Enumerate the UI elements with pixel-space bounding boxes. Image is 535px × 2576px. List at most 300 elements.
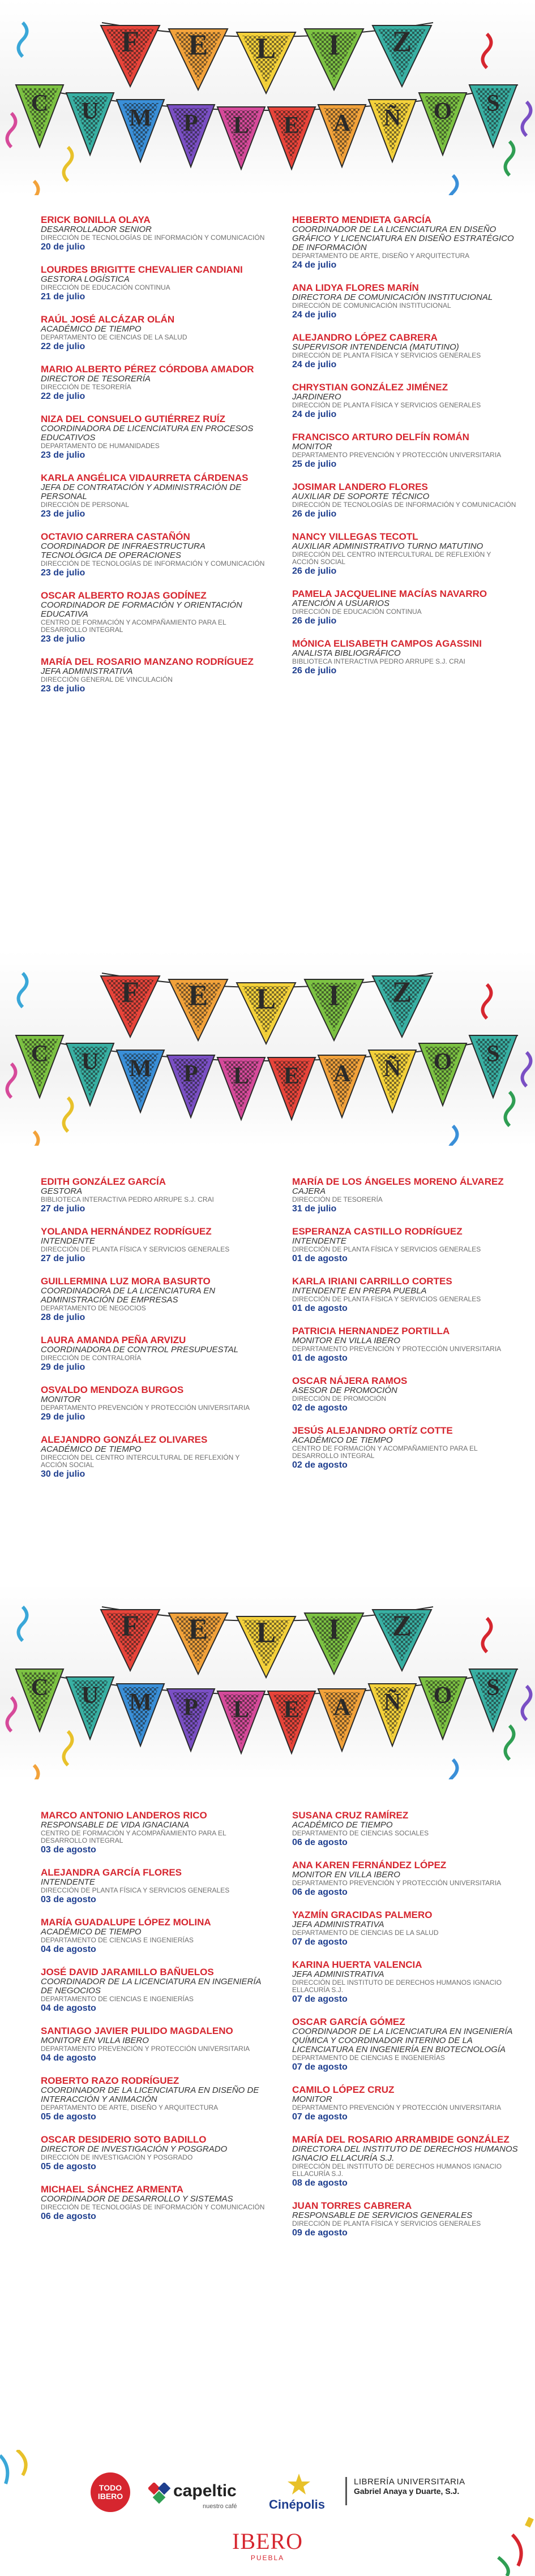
department: DIRECCIÓN DE TESORERÍA — [41, 383, 131, 391]
confetti-streamer — [19, 1607, 27, 1641]
capeltic-tagline: nuestro café — [203, 2503, 237, 2510]
confetti-streamer — [449, 1126, 457, 1146]
pennant-flag — [237, 983, 296, 1044]
birthday-entry — [292, 1326, 519, 1364]
department: DIRECCIÓN DE TECNOLOGÍAS DE INFORMACIÓN Y COMUNICACIÓN — [292, 501, 516, 509]
person-name: JUAN TORRES CABRERA — [292, 2200, 412, 2211]
pennant-flag — [373, 976, 431, 1037]
cinepolis-star-icon — [286, 2472, 312, 2495]
department: DIRECCIÓN DE EDUCACIÓN CONTINUA — [41, 283, 170, 291]
person-name: ERICK BONILLA OLAYA — [41, 214, 151, 225]
pennant-flag — [117, 1684, 164, 1746]
birthday-entry — [41, 473, 267, 520]
cinepolis-logo — [269, 2472, 331, 2518]
birthday-date: 29 de julio — [41, 1412, 85, 1422]
pennant-flag — [117, 1050, 164, 1112]
pennant-flag — [169, 1613, 228, 1674]
pennant-flag — [268, 107, 315, 169]
pennant-flag — [419, 1043, 466, 1106]
birthday-entry — [292, 2085, 519, 2123]
birthday-entry — [292, 1376, 519, 1414]
birthday-column-left — [41, 1810, 267, 2234]
job-title: DIRECTORA DE COMUNICACIÓN INSTITUCIONAL — [292, 293, 493, 302]
job-title: JEFA ADMINISTRATIVA — [292, 1920, 384, 1929]
birthday-column-right — [292, 1810, 519, 2251]
confetti-streamer — [483, 34, 491, 68]
birthday-entry — [41, 1227, 267, 1265]
birthday-entry — [41, 2135, 267, 2173]
person-name: ESPERANZA CASTILLO RODRÍGUEZ — [292, 1226, 463, 1237]
birthday-date: 07 de agosto — [292, 1994, 348, 2004]
pennant-letter: C — [31, 91, 49, 117]
job-title: DIRECTOR DE INVESTIGACIÓN Y POSGRADO — [41, 2144, 228, 2154]
todo-ibero-logo-line2: IBERO — [97, 2492, 123, 2501]
libreria-line-2: Gabriel Anaya y Duarte, S.J. — [354, 2487, 460, 2496]
birthday-date: 24 de julio — [292, 310, 337, 320]
birthday-entry — [41, 591, 267, 645]
person-name: CHRYSTIAN GONZÁLEZ JIMÉNEZ — [292, 382, 448, 393]
confetti-streamer — [30, 1765, 38, 1779]
pennant-garland — [0, 951, 535, 1146]
birthday-entry — [41, 1435, 267, 1480]
birthday-date: 05 de agosto — [41, 2162, 96, 2171]
confetti-streamer — [449, 1760, 457, 1779]
pennant-flag — [373, 1610, 431, 1671]
job-title: COORDINADOR DE LA LICENCIATURA EN DISEÑO DE INTERACCIÓN Y ANIMACIÓN — [41, 2085, 259, 2104]
birthday-entry — [292, 1177, 519, 1215]
confetti-streamer — [30, 1132, 38, 1146]
person-name: OSCAR GARCÍA GÓMEZ — [292, 2016, 405, 2027]
confetti-streamer — [30, 181, 38, 195]
birthday-date: 24 de julio — [292, 360, 337, 369]
job-title: ACADÉMICO DE TIEMPO — [292, 1820, 393, 1830]
job-title: CAJERA — [292, 1186, 326, 1196]
job-title: DIRECTORA DEL INSTITUTO DE DERECHOS HUMANOS IGNACIO ELLACURÍA S.J. — [292, 2144, 518, 2163]
confetti-streamer — [483, 984, 491, 1018]
department: DEPARTAMENTO PREVENCIÓN Y PROTECCIÓN UNIVERSITARIA — [292, 1345, 502, 1353]
department: DEPARTAMENTO DE ARTE, DISEÑO Y ARQUITECTURA — [41, 2104, 219, 2111]
person-name: ANA KAREN FERNÁNDEZ LÓPEZ — [292, 1860, 447, 1870]
department: DIRECCIÓN DEL INSTITUTO DE DERECHOS HUMANOS IGNACIO ELLACURÍA S.J. — [292, 1979, 502, 1994]
department: DIRECCIÓN DE EDUCACIÓN CONTINUA — [292, 608, 422, 616]
department: DIRECCIÓN DE PLANTA FÍSICA Y SERVICIOS GENERALES — [41, 1245, 230, 1253]
ibero-puebla-logo — [226, 2529, 309, 2569]
pennant-flag — [167, 1055, 215, 1117]
pennant-letter: E — [283, 1063, 300, 1090]
pennant-flag — [66, 1043, 114, 1106]
pennant-flag — [117, 100, 164, 162]
department: BIBLIOTECA INTERACTIVA PEDRO ARRUPE S.J. CRAI — [292, 657, 465, 665]
pennant-letter: M — [129, 1689, 152, 1716]
pennant-letter: L — [233, 1697, 250, 1723]
birthday-entry — [292, 1810, 519, 1848]
birthday-date: 03 de agosto — [41, 1895, 96, 1904]
birthday-date: 26 de julio — [292, 509, 337, 519]
pennant-letter: L — [233, 113, 250, 139]
pennant-letter: A — [333, 1061, 351, 1087]
person-name: MICHAEL SÁNCHEZ ARMENTA — [41, 2184, 183, 2195]
department: DIRECCIÓN DEL CENTRO INTERCULTURAL DE REFLEXIÓN Y ACCIÓN SOCIAL — [41, 1453, 240, 1469]
department: DEPARTAMENTO DE CIENCIAS DE LA SALUD — [292, 1929, 439, 1937]
birthday-entry — [41, 265, 267, 303]
pennant-letter: L — [233, 1063, 250, 1090]
birthday-date: 31 de julio — [292, 1204, 337, 1214]
birthday-date: 26 de julio — [292, 666, 337, 676]
birthday-entry — [292, 589, 519, 627]
person-name: OSCAR ALBERTO ROJAS GODÍNEZ — [41, 590, 207, 601]
birthday-date: 22 de julio — [41, 342, 85, 351]
department: DEPARTAMENTO DE CIENCIAS E INGENIERÍAS — [41, 1995, 194, 2003]
pennant-letter: S — [486, 91, 500, 117]
birthday-entry — [41, 1177, 267, 1215]
confetti-streamer — [506, 141, 514, 175]
department: DEPARTAMENTO DE CIENCIAS E INGENIERÍAS — [292, 2054, 445, 2062]
job-title: COORDINADOR DE FORMACIÓN Y ORIENTACIÓN EDUCATIVA — [41, 600, 242, 619]
department: DEPARTAMENTO DE NEGOCIOS — [41, 1304, 146, 1312]
birthday-date: 30 de julio — [41, 1469, 85, 1479]
job-title: ACADÉMICO DE TIEMPO — [41, 1444, 142, 1454]
birthday-banner-2 — [0, 951, 535, 1146]
capeltic-wordmark: capeltic — [173, 2482, 237, 2500]
birthday-date: 23 de julio — [41, 684, 85, 694]
birthday-date: 08 de agosto — [292, 2178, 348, 2188]
job-title: COORDINADOR DE LA LICENCIATURA EN DISEÑO GRÁFICO Y LICENCIATURA EN DISEÑO ESTRATÉGICO DE INFORMACIÓN — [292, 225, 514, 252]
department: DEPARTAMENTO DE ARTE, DISEÑO Y ARQUITECTURA — [292, 252, 470, 260]
department: DIRECCIÓN DEL INSTITUTO DE DERECHOS HUMANOS IGNACIO ELLACURÍA S.J. — [292, 2162, 502, 2178]
person-name: HEBERTO MENDIETA GARCÍA — [292, 214, 432, 225]
birthday-date: 02 de agosto — [292, 1460, 348, 1470]
birthday-date: 05 de agosto — [41, 2112, 96, 2122]
birthday-entry — [41, 1917, 267, 1955]
person-name: OCTAVIO CARRERA CASTAÑÓN — [41, 531, 190, 542]
person-name: LOURDES BRIGITTE CHEVALIER CANDIANI — [41, 264, 243, 275]
job-title: ACADÉMICO DE TIEMPO — [41, 324, 142, 334]
birthday-column-left — [41, 1177, 267, 1492]
birthday-date: 01 de agosto — [292, 1254, 348, 1263]
pennant-flag — [373, 25, 431, 87]
department: CENTRO DE FORMACIÓN Y ACOMPAÑAMIENTO PARA EL DESARROLLO INTEGRAL — [41, 618, 226, 634]
department: DEPARTAMENTO PREVENCIÓN Y PROTECCIÓN UNIVERSITARIA — [292, 451, 502, 459]
department: DIRECCIÓN DE INVESTIGACIÓN Y POSGRADO — [41, 2153, 193, 2161]
department: DIRECCIÓN DE PLANTA FÍSICA Y SERVICIOS GENERALES — [292, 351, 481, 359]
pennant-letter: E — [188, 1613, 208, 1646]
pennant-letter: Ñ — [383, 105, 401, 132]
person-name: SUSANA CRUZ RAMÍREZ — [292, 1810, 409, 1821]
pennant-letter: Ñ — [383, 1689, 401, 1716]
pennant-letter: P — [183, 1695, 198, 1721]
pennant-letter: M — [129, 105, 152, 132]
pennant-flag — [318, 1689, 366, 1751]
person-name: CAMILO LÓPEZ CRUZ — [292, 2084, 395, 2095]
pennant-letter: O — [433, 1049, 452, 1076]
department: DIRECCIÓN GENERAL DE VINCULACIÓN — [41, 676, 173, 683]
birthday-date: 03 de agosto — [41, 1845, 96, 1855]
pennant-flag — [469, 1669, 517, 1731]
department: DIRECCIÓN DE TECNOLOGÍAS DE INFORMACIÓN Y COMUNICACIÓN — [41, 560, 265, 567]
person-name: ALEJANDRO GONZÁLEZ OLIVARES — [41, 1434, 208, 1445]
birthday-date: 28 de julio — [41, 1313, 85, 1322]
todo-ibero-logo-line1: TODO — [99, 2483, 122, 2492]
birthday-entry — [292, 482, 519, 520]
birthday-date: 23 de julio — [41, 450, 85, 460]
pennant-letter: S — [486, 1041, 500, 1068]
job-title: MONITOR EN VILLA IBERO — [41, 2036, 149, 2045]
pennant-flag — [169, 979, 228, 1040]
pennant-garland — [0, 0, 535, 195]
birthday-entry — [292, 1276, 519, 1314]
confetti-streamer — [7, 1064, 16, 1098]
job-title: ATENCIÓN A USUARIOS — [292, 599, 390, 608]
pennant-letter: E — [283, 1697, 300, 1723]
job-title: MONITOR EN VILLA IBERO — [292, 1870, 400, 1880]
pennant-flag — [305, 29, 363, 90]
confetti-streamer — [506, 1092, 514, 1126]
job-title: ASESOR DE PROMOCIÓN — [292, 1386, 397, 1395]
department: DEPARTAMENTO PREVENCIÓN Y PROTECCIÓN UNIVERSITARIA — [41, 2045, 250, 2053]
birthday-entry — [292, 1910, 519, 1948]
confetti-streamer — [7, 1697, 16, 1731]
department: DIRECCIÓN DE PERSONAL — [41, 501, 130, 509]
pennant-letter: F — [121, 25, 139, 58]
pennant-letter: L — [256, 1616, 276, 1649]
pennant-flag — [369, 1050, 416, 1112]
birthday-column-right — [292, 1177, 519, 1483]
pennant-flag — [101, 1610, 160, 1671]
birthday-date: 09 de agosto — [292, 2228, 348, 2238]
department: DIRECCIÓN DE PLANTA FÍSICA Y SERVICIOS GENERALES — [292, 401, 481, 409]
birthday-entry — [41, 215, 267, 253]
confetti-streamer — [523, 1686, 531, 1720]
birthday-entry — [41, 2184, 267, 2222]
confetti-streamer — [64, 1098, 72, 1132]
pennant-flag — [101, 25, 160, 87]
job-title: COORDINADORA DE LA LICENCIATURA EN ADMINISTRACIÓN DE EMPRESAS — [41, 1286, 216, 1305]
department: DIRECCIÓN DE TECNOLOGÍAS DE INFORMACIÓN Y COMUNICACIÓN — [41, 2203, 265, 2211]
pennant-flag — [16, 1035, 63, 1098]
birthday-date: 20 de julio — [41, 242, 85, 252]
person-name: ALEJANDRO LÓPEZ CABRERA — [292, 332, 438, 343]
sponsor-footer — [0, 2450, 535, 2576]
department: CENTRO DE FORMACIÓN Y ACOMPAÑAMIENTO PARA EL DESARROLLO INTEGRAL — [292, 1444, 478, 1460]
person-name: YOLANDA HERNÁNDEZ RODRÍGUEZ — [41, 1226, 212, 1237]
pennant-flag — [237, 1616, 296, 1678]
pennant-letter: M — [129, 1056, 152, 1082]
job-title: JEFA ADMINISTRATIVA — [292, 1969, 384, 1979]
libreria-line-1: LIBRERÍA UNIVERSITARIA — [354, 2477, 465, 2487]
department: DIRECCIÓN DE CONTRALORÍA — [41, 1354, 142, 1362]
birthday-entry — [292, 2017, 519, 2073]
birthday-date: 29 de julio — [41, 1362, 85, 1372]
person-name: PAMELA JACQUELINE MACÍAS NAVARRO — [292, 588, 487, 599]
job-title: JEFA ADMINISTRATIVA — [41, 666, 133, 676]
department: DIRECCIÓN DE COMUNICACIÓN INSTITUCIONAL — [292, 302, 451, 309]
birthday-date: 26 de julio — [292, 616, 337, 626]
pennant-flag — [268, 1057, 315, 1120]
person-name: ANA LIDYA FLORES MARÍN — [292, 282, 419, 293]
confetti-streamer — [483, 1618, 491, 1652]
pennant-letter: F — [121, 1610, 139, 1642]
pennant-letter: S — [486, 1675, 500, 1701]
pennant-flag — [16, 1669, 63, 1731]
birthday-entry — [292, 215, 519, 271]
person-name: MARÍA DEL ROSARIO ARRAMBIDE GONZÁLEZ — [292, 2134, 510, 2145]
birthday-entry — [41, 657, 267, 695]
pennant-letter: Z — [392, 1610, 412, 1642]
job-title: COORDINADOR DE LA LICENCIATURA EN INGENIERÍA QUÍMICA Y COORDINADOR INTERINO DE LA LICENCIATURA EN INGENIERÍA EN BIOTECNOLOGÍA — [292, 2027, 512, 2054]
person-name: MARIO ALBERTO PÉREZ CÓRDOBA AMADOR — [41, 364, 254, 375]
birthday-entry — [41, 1385, 267, 1423]
pennant-flag — [66, 1677, 114, 1739]
birthday-entry — [41, 1967, 267, 2014]
person-name: FRANCISCO ARTURO DELFÍN ROMÁN — [292, 432, 469, 442]
birthday-date: 23 de julio — [41, 568, 85, 578]
department: DEPARTAMENTO DE CIENCIAS SOCIALES — [292, 1829, 429, 1837]
pennant-flag — [305, 1613, 363, 1674]
pennant-flag — [318, 105, 366, 167]
department: DEPARTAMENTO PREVENCIÓN Y PROTECCIÓN UNIVERSITARIA — [292, 1879, 502, 1887]
pennant-letter: C — [31, 1675, 49, 1701]
pennant-flag — [419, 1677, 466, 1739]
pennant-letter: U — [81, 1049, 99, 1076]
department: CENTRO DE FORMACIÓN Y ACOMPAÑAMIENTO PARA EL DESARROLLO INTEGRAL — [41, 1829, 226, 1844]
department: DEPARTAMENTO DE CIENCIAS E INGENIERÍAS — [41, 1936, 194, 1944]
pennant-flag — [469, 85, 517, 147]
confetti-streamer — [449, 175, 457, 195]
pennant-flag — [369, 100, 416, 162]
birthday-entry — [41, 2026, 267, 2064]
person-name: OSCAR NÁJERA RAMOS — [292, 1375, 408, 1386]
birthday-section-3 — [0, 1810, 535, 2433]
birthday-entry — [292, 2201, 519, 2239]
birthday-entry — [41, 532, 267, 579]
birthday-date: 06 de agosto — [41, 2212, 96, 2221]
confetti-streamer — [506, 1726, 514, 1760]
birthday-date: 06 de agosto — [292, 1838, 348, 1847]
department: DEPARTAMENTO PREVENCIÓN Y PROTECCIÓN UNIVERSITARIA — [41, 1404, 250, 1412]
todo-ibero-logo — [91, 2472, 130, 2512]
pennant-flag — [66, 93, 114, 155]
person-name: KARLA IRIANI CARRILLO CORTES — [292, 1276, 452, 1287]
birthday-entry — [292, 639, 519, 677]
pennant-letter: L — [256, 983, 276, 1016]
birthday-entry — [292, 1227, 519, 1265]
pennant-letter: O — [433, 98, 452, 125]
department: DIRECCIÓN DE PLANTA FÍSICA Y SERVICIOS GENERALES — [292, 1245, 481, 1253]
pennant-letter: A — [333, 110, 351, 137]
job-title: INTENDENTE — [292, 1236, 346, 1246]
pennant-letter: Z — [392, 976, 412, 1009]
pennant-letter: Ñ — [383, 1056, 401, 1082]
birthday-banner-3 — [0, 1584, 535, 1779]
job-title: GESTORA — [41, 1186, 83, 1196]
pennant-flag — [469, 1035, 517, 1098]
department: DEPARTAMENTO DE CIENCIAS DE LA SALUD — [41, 333, 187, 341]
person-name: OSCAR DESIDERIO SOTO BADILLO — [41, 2134, 207, 2145]
birthday-entry — [41, 1335, 267, 1373]
birthday-section-1 — [0, 215, 535, 934]
pennant-flag — [419, 93, 466, 155]
pennant-letter: I — [328, 1613, 340, 1646]
pennant-letter: C — [31, 1041, 49, 1068]
ibero-subtitle: PUEBLA — [250, 2554, 285, 2562]
pennant-letter: L — [256, 32, 276, 65]
pennant-flag — [217, 107, 265, 169]
birthday-column-left — [41, 215, 267, 707]
job-title: SUPERVISOR INTENDENCIA (MATUTINO) — [292, 342, 459, 352]
job-title: DIRECTOR DE TESORERÍA — [41, 374, 151, 384]
pennant-letter: Z — [392, 25, 412, 58]
libreria-logo — [345, 2477, 501, 2505]
pennant-flag — [101, 976, 160, 1037]
job-title: JARDINERO — [292, 392, 341, 402]
person-name: JOSÉ DAVID JARAMILLO BAÑUELOS — [41, 1967, 214, 1977]
job-title: MONITOR — [292, 442, 332, 451]
person-name: JOSIMAR LANDERO FLORES — [292, 481, 428, 492]
department: BIBLIOTECA INTERACTIVA PEDRO ARRUPE S.J. CRAI — [41, 1195, 214, 1203]
birthday-date: 07 de agosto — [292, 2112, 348, 2122]
birthday-entry — [292, 1960, 519, 2005]
job-title: COORDINADOR DE DESARROLLO Y SISTEMAS — [41, 2194, 233, 2204]
cinepolis-wordmark: Cinépolis — [269, 2497, 326, 2512]
person-name: YAZMÍN GRACIDAS PALMERO — [292, 1910, 433, 1920]
job-title: RESPONSABLE DE SERVICIOS GENERALES — [292, 2211, 473, 2220]
birthday-date: 02 de agosto — [292, 1403, 348, 1413]
birthday-date: 01 de agosto — [292, 1353, 348, 1363]
pennant-letter: U — [81, 1683, 99, 1709]
birthday-date: 01 de agosto — [292, 1304, 348, 1313]
birthday-date: 04 de agosto — [41, 1945, 96, 1954]
pennant-flag — [217, 1057, 265, 1120]
birthday-entry — [292, 532, 519, 577]
job-title: INTENDENTE — [41, 1236, 95, 1246]
birthday-date: 26 de julio — [292, 566, 337, 576]
birthday-entry — [292, 1426, 519, 1471]
department: DIRECCIÓN DEL CENTRO INTERCULTURAL DE REFLEXIÓN Y ACCIÓN SOCIAL — [292, 551, 491, 566]
birthday-entry — [292, 283, 519, 321]
person-name: JESÚS ALEJANDRO ORTÍZ COTTE — [292, 1425, 453, 1436]
birthday-entry — [41, 414, 267, 461]
job-title: COORDINADORA DE CONTROL PRESUPUESTAL — [41, 1345, 238, 1354]
job-title: AUXILIAR DE SOPORTE TÉCNICO — [292, 492, 430, 501]
confetti-streamer — [523, 102, 531, 136]
pennant-garland — [0, 1584, 535, 1779]
pennant-letter: I — [328, 979, 340, 1012]
department: DIRECCIÓN DE PLANTA FÍSICA Y SERVICIOS GENERALES — [292, 2220, 481, 2227]
job-title: INTENDENTE — [41, 1877, 95, 1887]
job-title: COORDINADOR DE INFRAESTRUCTURA TECNOLÓGICA DE OPERACIONES — [41, 541, 206, 560]
birthday-entry — [41, 1810, 267, 1856]
department: DIRECCIÓN DE TECNOLOGÍAS DE INFORMACIÓN Y COMUNICACIÓN — [41, 234, 265, 242]
department: DEPARTAMENTO PREVENCIÓN Y PROTECCIÓN UNIVERSITARIA — [292, 2104, 502, 2111]
job-title: DESARROLLADOR SENIOR — [41, 225, 152, 234]
birthday-column-right — [292, 215, 519, 689]
job-title: JEFA DE CONTRATACIÓN Y ADMINISTRACIÓN DE PERSONAL — [41, 483, 242, 501]
birthday-date: 23 de julio — [41, 509, 85, 519]
department: DEPARTAMENTO DE HUMANIDADES — [41, 442, 160, 450]
capeltic-emblem-icon — [148, 2483, 171, 2505]
person-name: NIZA DEL CONSUELO GUTIÉRREZ RUÍZ — [41, 414, 225, 424]
birthday-date: 21 de julio — [41, 292, 85, 302]
department: DIRECCIÓN DE PLANTA FÍSICA Y SERVICIOS GENERALES — [292, 1295, 481, 1303]
person-name: LAURA AMANDA PEÑA ARVIZU — [41, 1335, 186, 1345]
birthday-entry — [41, 2076, 267, 2123]
job-title: AUXILIAR ADMINISTRATIVO TURNO MATUTINO — [292, 541, 483, 551]
confetti-streamer — [7, 113, 16, 147]
birthday-date: 25 de julio — [292, 459, 337, 469]
job-title: RESPONSABLE DE VIDA IGNACIANA — [41, 1820, 190, 1830]
birthday-entry — [292, 333, 519, 371]
birthday-date: 07 de agosto — [292, 2062, 348, 2072]
